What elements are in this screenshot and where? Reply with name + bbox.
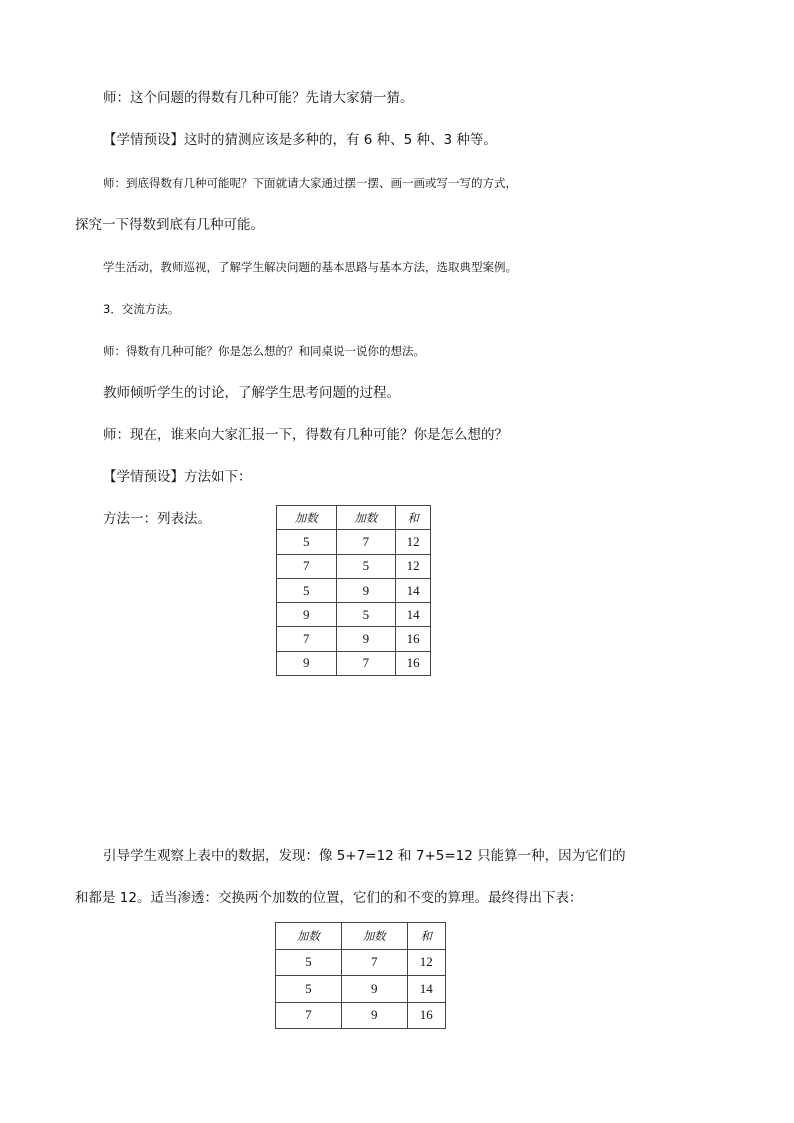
paragraph-teacher-explore-line1: 师：到底得数有几种可能呢？下面就请大家通过摆一摆、画一画或写一写的方式， bbox=[103, 176, 517, 190]
table-cell: 12 bbox=[396, 554, 431, 578]
table-row bbox=[277, 578, 431, 602]
table-cell: 14 bbox=[396, 603, 431, 627]
table-final-result bbox=[275, 922, 446, 1029]
table-header-cell: 加数 bbox=[341, 923, 407, 950]
paragraph-observe-line2: 和都是 12。适当渗透：交换两个加数的位置，它们的和不变的算理。最终得出下表： bbox=[75, 890, 583, 906]
table-cell: 7 bbox=[341, 949, 407, 976]
table-row bbox=[277, 651, 431, 675]
table-cell: 9 bbox=[341, 976, 407, 1003]
table-cell: 9 bbox=[336, 578, 396, 602]
paragraph-preset-methods: 【学情预设】方法如下： bbox=[103, 469, 252, 485]
table-cell: 7 bbox=[336, 530, 396, 554]
table-row bbox=[277, 627, 431, 651]
table-cell: 9 bbox=[277, 651, 337, 675]
table-cell: 16 bbox=[407, 1002, 445, 1029]
table-header-cell: 和 bbox=[396, 506, 431, 530]
table-row bbox=[277, 530, 431, 554]
table-header-cell: 和 bbox=[407, 923, 445, 950]
table-header-cell: 加数 bbox=[276, 923, 342, 950]
table-cell: 7 bbox=[276, 1002, 342, 1029]
table-cell: 5 bbox=[336, 554, 396, 578]
table-cell: 14 bbox=[407, 976, 445, 1003]
table-cell: 9 bbox=[341, 1002, 407, 1029]
table-cell: 12 bbox=[396, 530, 431, 554]
paragraph-teacher-question: 师：这个问题的得数有几种可能？先请大家猜一猜。 bbox=[103, 90, 414, 106]
table-cell: 5 bbox=[276, 976, 342, 1003]
paragraph-preset-guess: 【学情预设】这时的猜测应该是多种的，有 6 种、5 种、3 种等。 bbox=[103, 132, 497, 148]
table-cell: 5 bbox=[277, 578, 337, 602]
table-cell: 5 bbox=[336, 603, 396, 627]
table-row bbox=[277, 554, 431, 578]
table-row bbox=[276, 976, 446, 1003]
paragraph-teacher-listen: 教师倾听学生的讨论，了解学生思考问题的过程。 bbox=[103, 385, 400, 401]
table-cell: 14 bbox=[396, 578, 431, 602]
table-header-row bbox=[276, 923, 446, 950]
table-header-cell: 加数 bbox=[277, 506, 337, 530]
table-cell: 16 bbox=[396, 651, 431, 675]
paragraph-teacher-ask-partner: 师：得数有几种可能？你是怎么想的？和同桌说一说你的想法。 bbox=[103, 344, 425, 358]
table-row bbox=[276, 949, 446, 976]
table-cell: 7 bbox=[336, 651, 396, 675]
table-cell: 9 bbox=[277, 603, 337, 627]
table-cell: 5 bbox=[277, 530, 337, 554]
table-list-method bbox=[276, 505, 431, 676]
paragraph-observe-line1: 引导学生观察上表中的数据，发现：像 5+7=12 和 7+5=12 只能算一种，因为它们的 bbox=[103, 848, 626, 864]
paragraph-teacher-explore-line2: 探究一下得数到底有几种可能。 bbox=[75, 217, 264, 233]
table-cell: 7 bbox=[277, 554, 337, 578]
paragraph-student-activity: 学生活动，教师巡视，了解学生解决问题的基本思路与基本方法，选取典型案例。 bbox=[103, 260, 517, 274]
section-heading-exchange-methods: 3．交流方法。 bbox=[103, 302, 180, 316]
table-cell: 12 bbox=[407, 949, 445, 976]
table-cell: 16 bbox=[396, 627, 431, 651]
method-one-label: 方法一：列表法。 bbox=[103, 511, 211, 527]
table-header-cell: 加数 bbox=[336, 506, 396, 530]
table-cell: 9 bbox=[336, 627, 396, 651]
table-cell: 7 bbox=[277, 627, 337, 651]
table-row bbox=[276, 1002, 446, 1029]
table-header-row bbox=[277, 506, 431, 530]
table-row bbox=[277, 603, 431, 627]
table-cell: 5 bbox=[276, 949, 342, 976]
paragraph-teacher-report: 师：现在，谁来向大家汇报一下，得数有几种可能？你是怎么想的？ bbox=[103, 427, 508, 443]
